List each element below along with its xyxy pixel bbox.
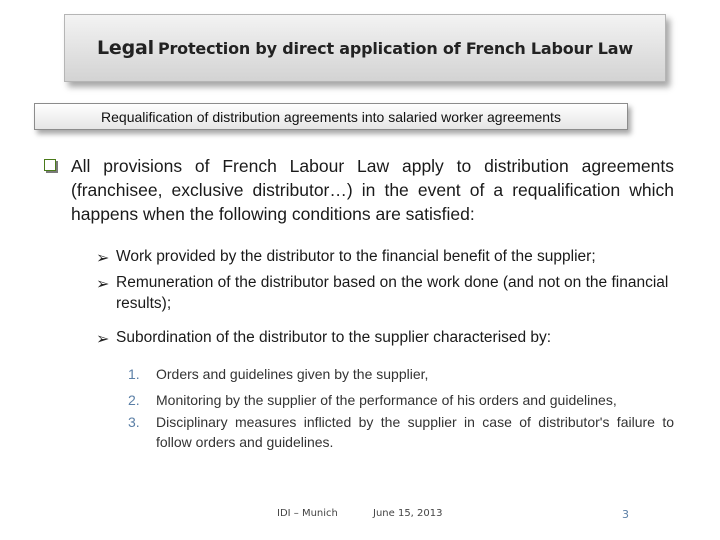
criteria-text: Disciplinary measures inflicted by the supplier in case of distributor's failure to follow orders and guidelines.	[156, 414, 674, 450]
subtitle-text: Requalification of distribution agreements into salaried worker agreements	[101, 108, 561, 125]
criteria-text: Orders and guidelines given by the supplier,	[156, 366, 429, 382]
criteria-number: 1.	[128, 366, 140, 382]
footer-organization: IDI – Munich	[277, 508, 338, 519]
condition-text: Subordination of the distributor to the supplier characterised by:	[116, 329, 552, 346]
footer-date: June 15, 2013	[373, 508, 443, 519]
criteria-item	[128, 390, 674, 410]
criteria-item	[128, 364, 674, 384]
condition-item	[96, 246, 674, 267]
intro-text: All provisions of French Labour Law apply to distribution agreements (franchisee, exclusive distributor…) in the event of a requalification which happens when the following conditions are satisfied:	[71, 156, 674, 224]
slide-title-box	[64, 14, 666, 82]
arrow-bullet-icon: ➢	[96, 329, 110, 348]
checkbox-bullet-icon	[44, 159, 56, 171]
criteria-number: 2.	[128, 392, 140, 408]
criteria-item	[128, 412, 674, 452]
conditions-list	[96, 246, 674, 348]
criteria-text: Monitoring by the supplier of the performance of his orders and guidelines,	[156, 392, 617, 408]
criteria-number: 3.	[128, 414, 140, 430]
slide-title-rest: Protection by direct application of French Labour Law	[157, 39, 633, 58]
subordination-criteria-list	[128, 364, 674, 452]
subtitle-box	[34, 103, 628, 130]
condition-item	[96, 327, 674, 348]
condition-item	[96, 272, 674, 314]
condition-text: Work provided by the distributor to the financial benefit of the supplier;	[116, 248, 596, 265]
arrow-bullet-icon: ➢	[96, 248, 110, 267]
intro-paragraph	[44, 154, 674, 226]
arrow-bullet-icon: ➢	[96, 274, 110, 293]
slide-title	[97, 37, 633, 59]
page-number: 3	[622, 508, 629, 521]
condition-text: Remuneration of the distributor based on the work done (and not on the financial results);	[116, 274, 669, 312]
slide-title-first-word: Legal	[97, 37, 154, 59]
